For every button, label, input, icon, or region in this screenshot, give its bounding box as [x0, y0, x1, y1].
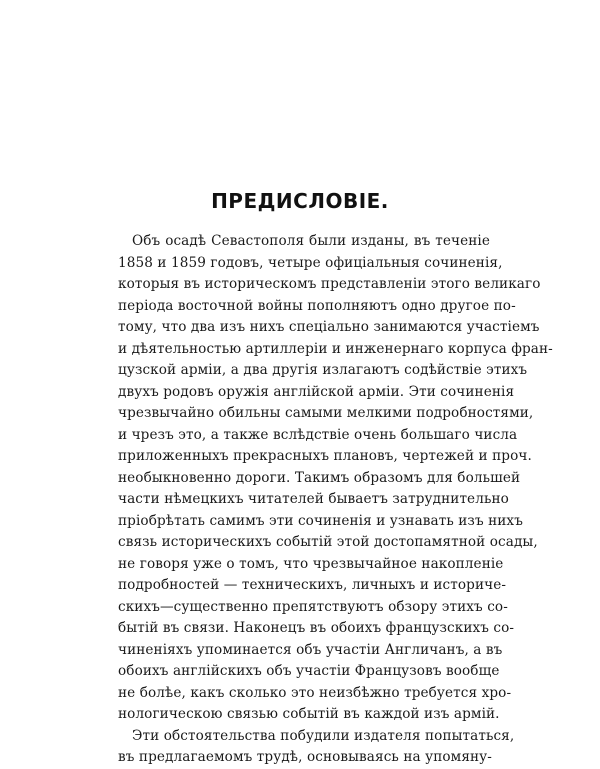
text-line: и дѣятельностью артиллеріи и инженернаго корпуса фран-: [118, 340, 553, 357]
text-line: скихъ—существенно препятствуютъ обзору этихъ со-: [118, 598, 508, 615]
text-line: двухъ родовъ оружія англійской арміи. Эти сочиненія: [118, 383, 515, 400]
text-line: необыкновенно дороги. Такимъ образомъ для большей: [118, 469, 521, 486]
text-line: нологическою связью событій въ каждой изъ армій.: [118, 706, 500, 722]
text-line: не говоря уже о томъ, что чрезвычайное накопленіе: [118, 555, 504, 572]
text-line: обоихъ англійскихъ объ участіи Французовъ вообще: [118, 663, 500, 679]
text-line: въ предлагаемомъ трудѣ, основываясь на упомяну-: [118, 749, 492, 765]
preface-text: [118, 231, 553, 769]
text-line: и чрезъ это, а также вслѣдствіе очень большаго числа: [118, 426, 518, 443]
text-line: Эти обстоятельства побудили издателя попытаться,: [132, 727, 515, 744]
text-line: приложенныхъ прекрасныхъ плановъ, чертежей и проч.: [118, 448, 532, 464]
page-heading: ПРЕДИСЛОВІЕ.: [211, 189, 389, 213]
text-line: не болѣе, какъ сколько это неизбѣжно требуется хро-: [118, 684, 512, 701]
text-line: чрезвычайно обильны самыми мелкими подробностями,: [118, 405, 534, 421]
text-line: періода восточной войны пополняютъ одно другое по-: [118, 297, 516, 314]
text-line: тому, что два изъ нихъ спеціально занимаются участіемъ: [118, 319, 540, 335]
text-line: Объ осадѣ Севастополя были изданы, въ теченіе: [132, 233, 490, 249]
text-line: части нѣмецкихъ читателей бываетъ затруднительно: [118, 491, 509, 507]
text-line: пріобрѣтать самимъ эти сочиненія и узнавать изъ нихъ: [118, 512, 523, 529]
text-line: цузской арміи, а два другія излагаютъ содѣйствіе этихъ: [118, 362, 528, 378]
text-line: 1858 и 1859 годовъ, четыре офиціальныя сочиненія,: [118, 254, 503, 271]
text-line: бытій въ связи. Наконецъ въ обоихъ французскихъ со-: [118, 620, 515, 636]
text-line: связь историческихъ событій этой достопамятной осады,: [118, 534, 538, 550]
text-line: подробностей — техническихъ, личныхъ и историче-: [118, 577, 507, 593]
text-line: чиненіяхъ упоминается объ участіи Англичанъ, а въ: [118, 641, 503, 658]
text-line: которыя въ историческомъ представленіи этого великаго: [118, 276, 541, 292]
